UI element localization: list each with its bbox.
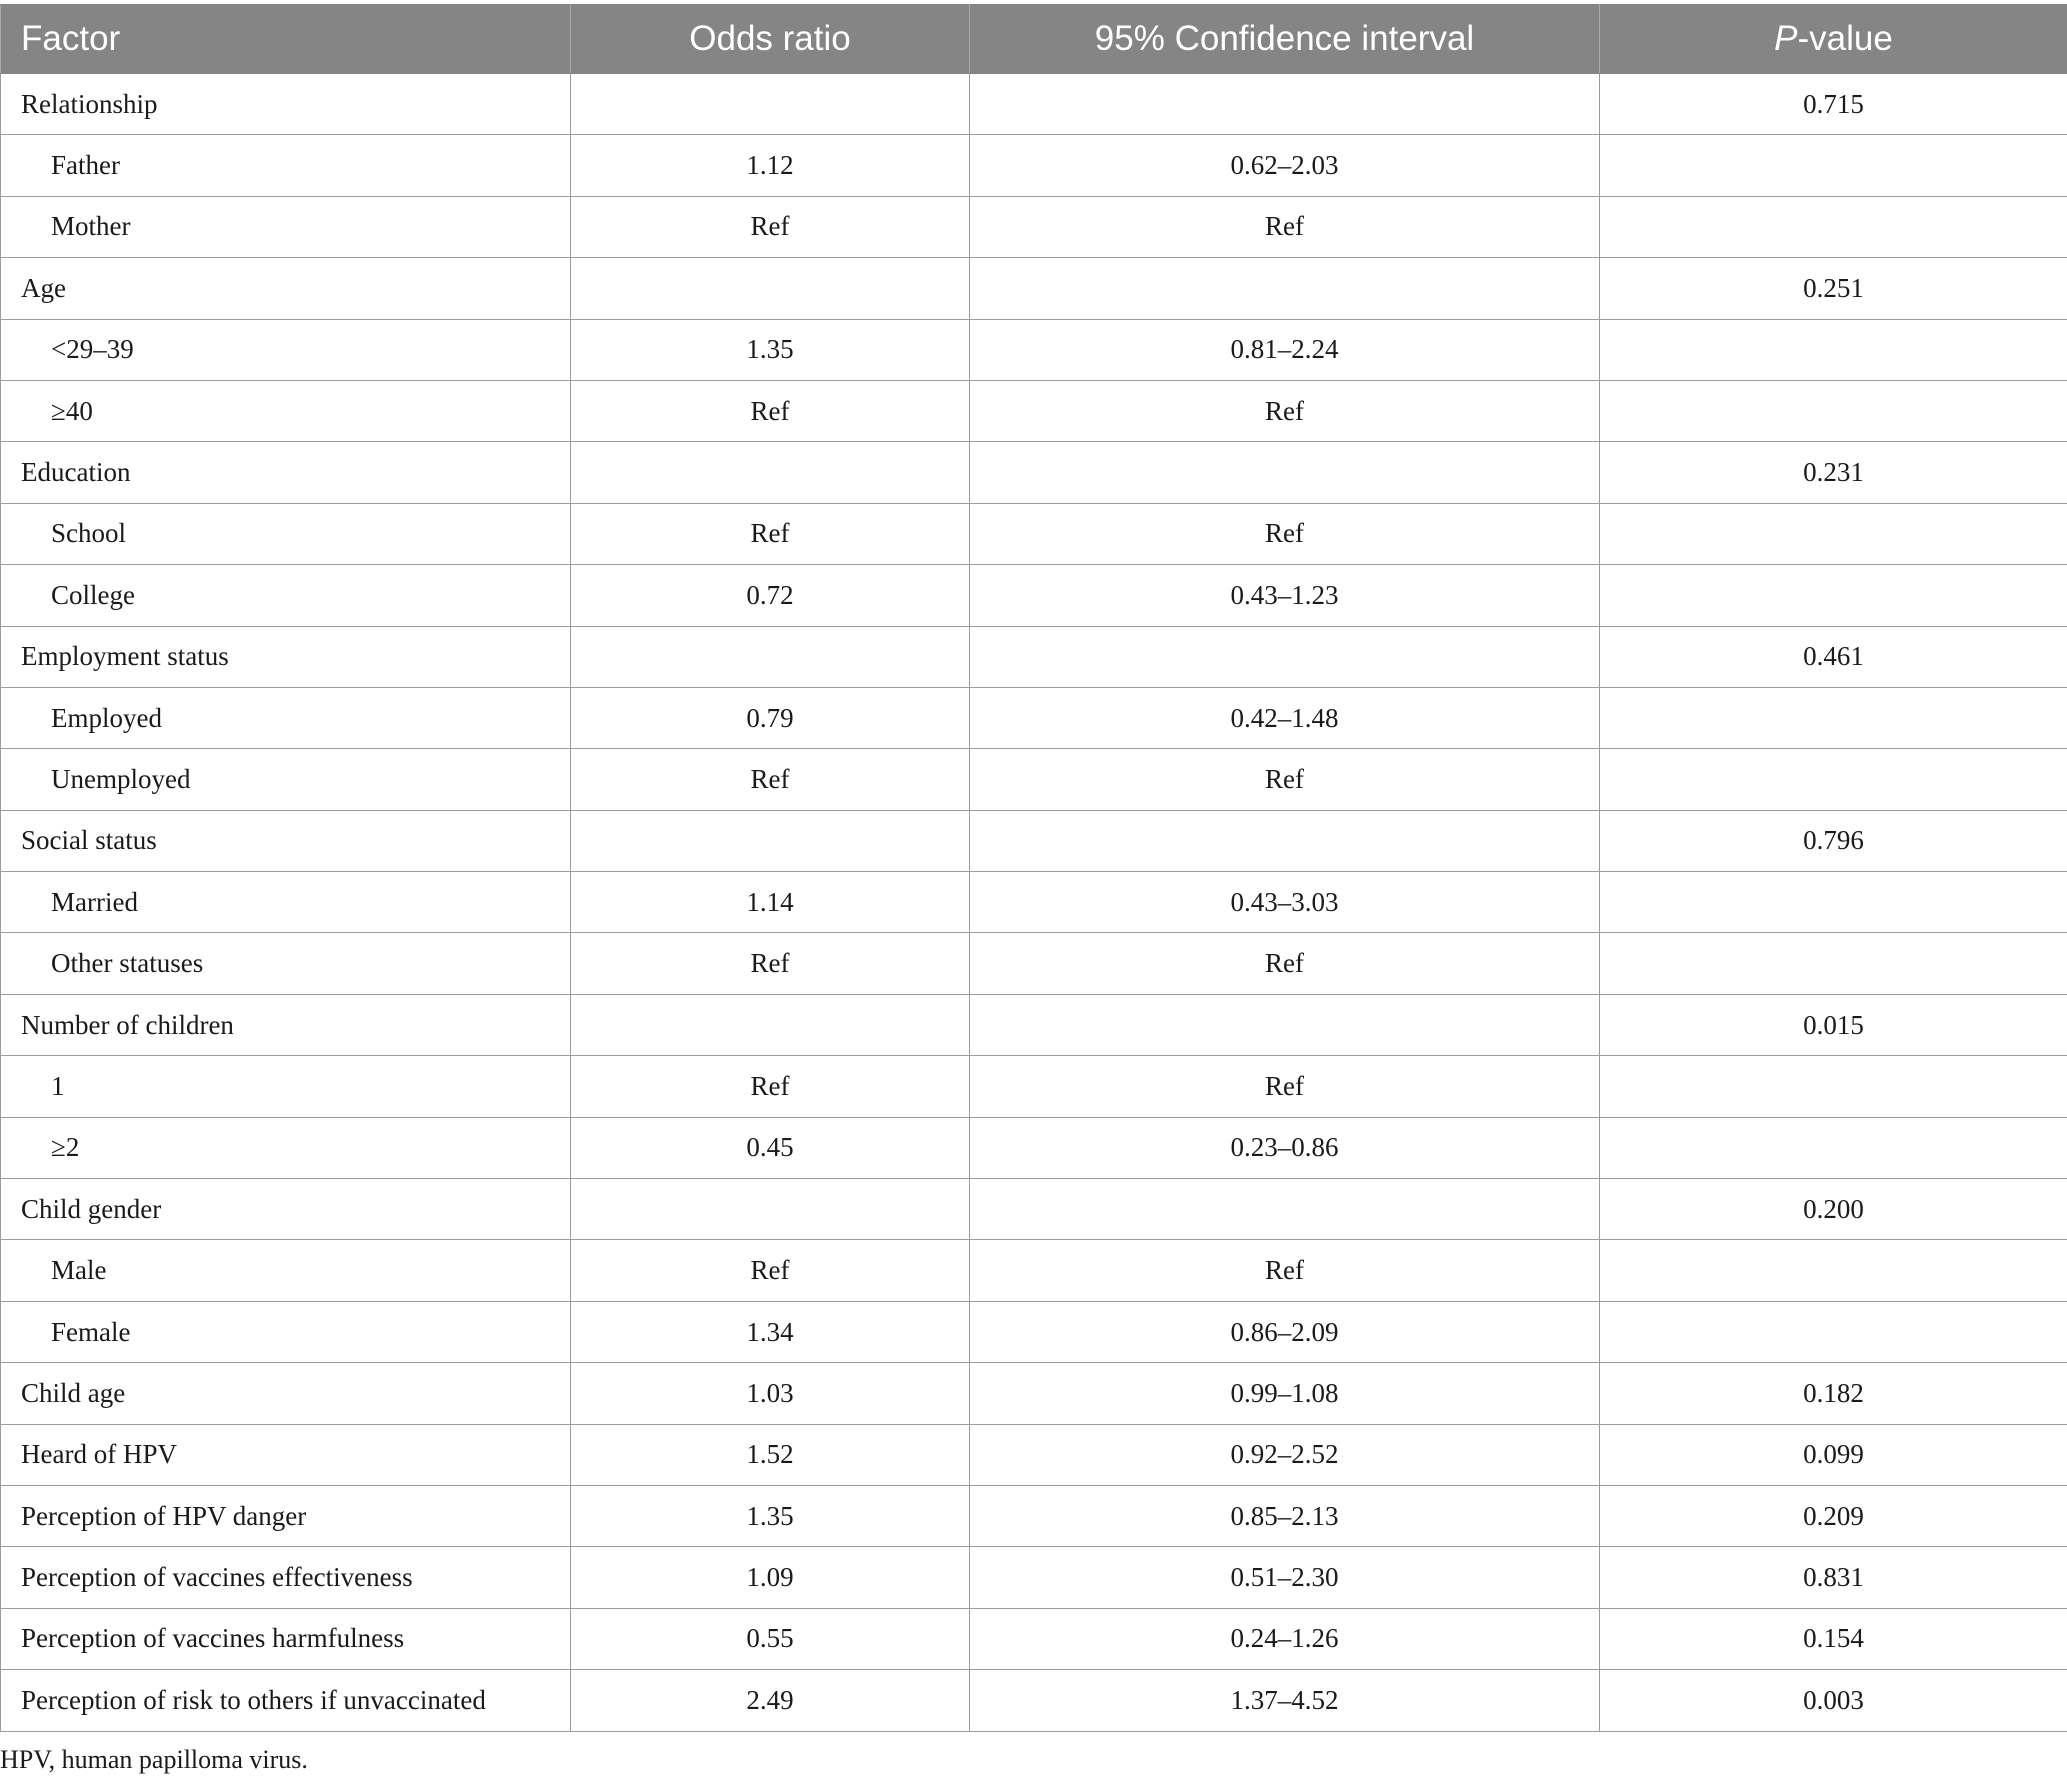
header-odds-ratio: Odds ratio — [571, 5, 970, 74]
odds-ratio-cell — [571, 442, 970, 503]
p-value-cell — [1600, 503, 2067, 564]
table-row — [1, 810, 2067, 871]
factor-cell: Perception of vaccines effectiveness — [1, 1547, 571, 1608]
confidence-interval-cell: 0.85–2.13 — [970, 1485, 1600, 1546]
table-row — [1, 933, 2067, 994]
confidence-interval-cell: Ref — [970, 503, 1600, 564]
factor-cell: Child age — [1, 1363, 571, 1424]
odds-ratio-table — [0, 4, 2067, 1732]
p-value-cell — [1600, 687, 2067, 748]
odds-ratio-cell: Ref — [571, 380, 970, 441]
p-value-cell — [1600, 319, 2067, 380]
table-row — [1, 749, 2067, 810]
odds-ratio-cell — [571, 810, 970, 871]
confidence-interval-cell: 0.62–2.03 — [970, 135, 1600, 196]
confidence-interval-cell: 0.81–2.24 — [970, 319, 1600, 380]
p-value-cell: 0.015 — [1600, 994, 2067, 1055]
table-row — [1, 872, 2067, 933]
confidence-interval-cell — [970, 442, 1600, 503]
table-row — [1, 1240, 2067, 1301]
p-value-cell — [1600, 565, 2067, 626]
confidence-interval-cell: 0.42–1.48 — [970, 687, 1600, 748]
table-row — [1, 994, 2067, 1055]
table-row — [1, 565, 2067, 626]
p-value-cell — [1600, 196, 2067, 257]
confidence-interval-cell — [970, 626, 1600, 687]
table-row — [1, 1547, 2067, 1608]
confidence-interval-cell: 0.23–0.86 — [970, 1117, 1600, 1178]
table-footnote: HPV, human papilloma virus. — [0, 1745, 308, 1774]
factor-cell: Female — [1, 1301, 571, 1362]
table-row — [1, 1670, 2067, 1731]
p-value-cell — [1600, 1117, 2067, 1178]
confidence-interval-cell — [970, 1179, 1600, 1240]
p-value-cell: 0.796 — [1600, 810, 2067, 871]
p-value-cell: 0.200 — [1600, 1179, 2067, 1240]
confidence-interval-cell: 0.43–3.03 — [970, 872, 1600, 933]
odds-ratio-cell: Ref — [571, 503, 970, 564]
table-row — [1, 1485, 2067, 1546]
table-row — [1, 1179, 2067, 1240]
table-row — [1, 503, 2067, 564]
factor-cell: Relationship — [1, 74, 571, 135]
factor-cell: Mother — [1, 196, 571, 257]
table-row — [1, 687, 2067, 748]
odds-ratio-cell: Ref — [571, 196, 970, 257]
odds-ratio-cell — [571, 74, 970, 135]
p-value-cell — [1600, 380, 2067, 441]
p-value-cell: 0.231 — [1600, 442, 2067, 503]
odds-ratio-cell: 1.34 — [571, 1301, 970, 1362]
odds-ratio-cell: Ref — [571, 933, 970, 994]
confidence-interval-cell: 0.43–1.23 — [970, 565, 1600, 626]
odds-ratio-cell: 0.55 — [571, 1608, 970, 1669]
confidence-interval-cell: Ref — [970, 196, 1600, 257]
odds-ratio-cell — [571, 258, 970, 319]
factor-cell: Age — [1, 258, 571, 319]
factor-cell: ≥40 — [1, 380, 571, 441]
factor-cell: 1 — [1, 1056, 571, 1117]
confidence-interval-cell — [970, 74, 1600, 135]
header-p-value — [1600, 5, 2067, 74]
confidence-interval-cell: 0.51–2.30 — [970, 1547, 1600, 1608]
header-p-rest: -value — [1797, 19, 1893, 58]
factor-cell: Unemployed — [1, 749, 571, 810]
factor-cell: Employment status — [1, 626, 571, 687]
p-value-cell: 0.099 — [1600, 1424, 2067, 1485]
p-value-cell — [1600, 1056, 2067, 1117]
p-value-cell: 0.003 — [1600, 1670, 2067, 1731]
odds-ratio-cell: Ref — [571, 1240, 970, 1301]
odds-ratio-cell — [571, 626, 970, 687]
p-value-cell — [1600, 749, 2067, 810]
p-value-cell — [1600, 135, 2067, 196]
table-row — [1, 1424, 2067, 1485]
odds-ratio-cell: 1.35 — [571, 319, 970, 380]
table-row — [1, 1608, 2067, 1669]
p-value-cell: 0.182 — [1600, 1363, 2067, 1424]
header-factor: Factor — [1, 5, 571, 74]
odds-ratio-cell: 1.35 — [571, 1485, 970, 1546]
table-row — [1, 196, 2067, 257]
factor-cell: Perception of vaccines harmfulness — [1, 1608, 571, 1669]
table-row — [1, 258, 2067, 319]
factor-cell: Perception of risk to others if unvaccinated — [1, 1670, 571, 1731]
odds-ratio-table-container — [0, 4, 2067, 1732]
p-value-cell — [1600, 1240, 2067, 1301]
odds-ratio-cell: 1.14 — [571, 872, 970, 933]
odds-ratio-cell — [571, 994, 970, 1055]
factor-cell: Male — [1, 1240, 571, 1301]
p-value-cell — [1600, 933, 2067, 994]
odds-ratio-cell: 1.52 — [571, 1424, 970, 1485]
factor-cell: Other statuses — [1, 933, 571, 994]
table-body — [1, 74, 2067, 1732]
confidence-interval-cell: Ref — [970, 1056, 1600, 1117]
confidence-interval-cell: 0.92–2.52 — [970, 1424, 1600, 1485]
p-value-cell: 0.209 — [1600, 1485, 2067, 1546]
p-value-cell: 0.154 — [1600, 1608, 2067, 1669]
confidence-interval-cell: Ref — [970, 1240, 1600, 1301]
table-row — [1, 135, 2067, 196]
factor-cell: Father — [1, 135, 571, 196]
p-value-cell — [1600, 1301, 2067, 1362]
table-row — [1, 74, 2067, 135]
factor-cell: Social status — [1, 810, 571, 871]
confidence-interval-cell: Ref — [970, 380, 1600, 441]
confidence-interval-cell: 0.86–2.09 — [970, 1301, 1600, 1362]
factor-cell: Number of children — [1, 994, 571, 1055]
confidence-interval-cell — [970, 994, 1600, 1055]
table-row — [1, 1301, 2067, 1362]
factor-cell: Education — [1, 442, 571, 503]
table-row — [1, 380, 2067, 441]
confidence-interval-cell: Ref — [970, 933, 1600, 994]
p-value-cell: 0.251 — [1600, 258, 2067, 319]
factor-cell: Employed — [1, 687, 571, 748]
table-row — [1, 1056, 2067, 1117]
odds-ratio-cell — [571, 1179, 970, 1240]
table-row — [1, 442, 2067, 503]
table-row — [1, 626, 2067, 687]
header-p-italic: P — [1774, 19, 1798, 58]
confidence-interval-cell: Ref — [970, 749, 1600, 810]
odds-ratio-cell: 0.79 — [571, 687, 970, 748]
header-confidence-interval: 95% Confidence interval — [970, 5, 1600, 74]
confidence-interval-cell — [970, 258, 1600, 319]
confidence-interval-cell: 1.37–4.52 — [970, 1670, 1600, 1731]
odds-ratio-cell: Ref — [571, 749, 970, 810]
odds-ratio-cell: Ref — [571, 1056, 970, 1117]
factor-cell: <29–39 — [1, 319, 571, 380]
odds-ratio-cell: 0.72 — [571, 565, 970, 626]
factor-cell: ≥2 — [1, 1117, 571, 1178]
odds-ratio-cell: 1.12 — [571, 135, 970, 196]
odds-ratio-cell: 1.03 — [571, 1363, 970, 1424]
confidence-interval-cell: 0.24–1.26 — [970, 1608, 1600, 1669]
factor-cell: School — [1, 503, 571, 564]
header-row — [1, 5, 2067, 74]
p-value-cell: 0.831 — [1600, 1547, 2067, 1608]
odds-ratio-cell: 2.49 — [571, 1670, 970, 1731]
p-value-cell: 0.715 — [1600, 74, 2067, 135]
confidence-interval-cell: 0.99–1.08 — [970, 1363, 1600, 1424]
table-row — [1, 1117, 2067, 1178]
factor-cell: Married — [1, 872, 571, 933]
confidence-interval-cell — [970, 810, 1600, 871]
odds-ratio-cell: 0.45 — [571, 1117, 970, 1178]
table-header — [1, 5, 2067, 74]
factor-cell: Child gender — [1, 1179, 571, 1240]
p-value-cell: 0.461 — [1600, 626, 2067, 687]
table-row — [1, 1363, 2067, 1424]
p-value-cell — [1600, 872, 2067, 933]
odds-ratio-cell: 1.09 — [571, 1547, 970, 1608]
table-row — [1, 319, 2067, 380]
factor-cell: Heard of HPV — [1, 1424, 571, 1485]
factor-cell: Perception of HPV danger — [1, 1485, 571, 1546]
factor-cell: College — [1, 565, 571, 626]
